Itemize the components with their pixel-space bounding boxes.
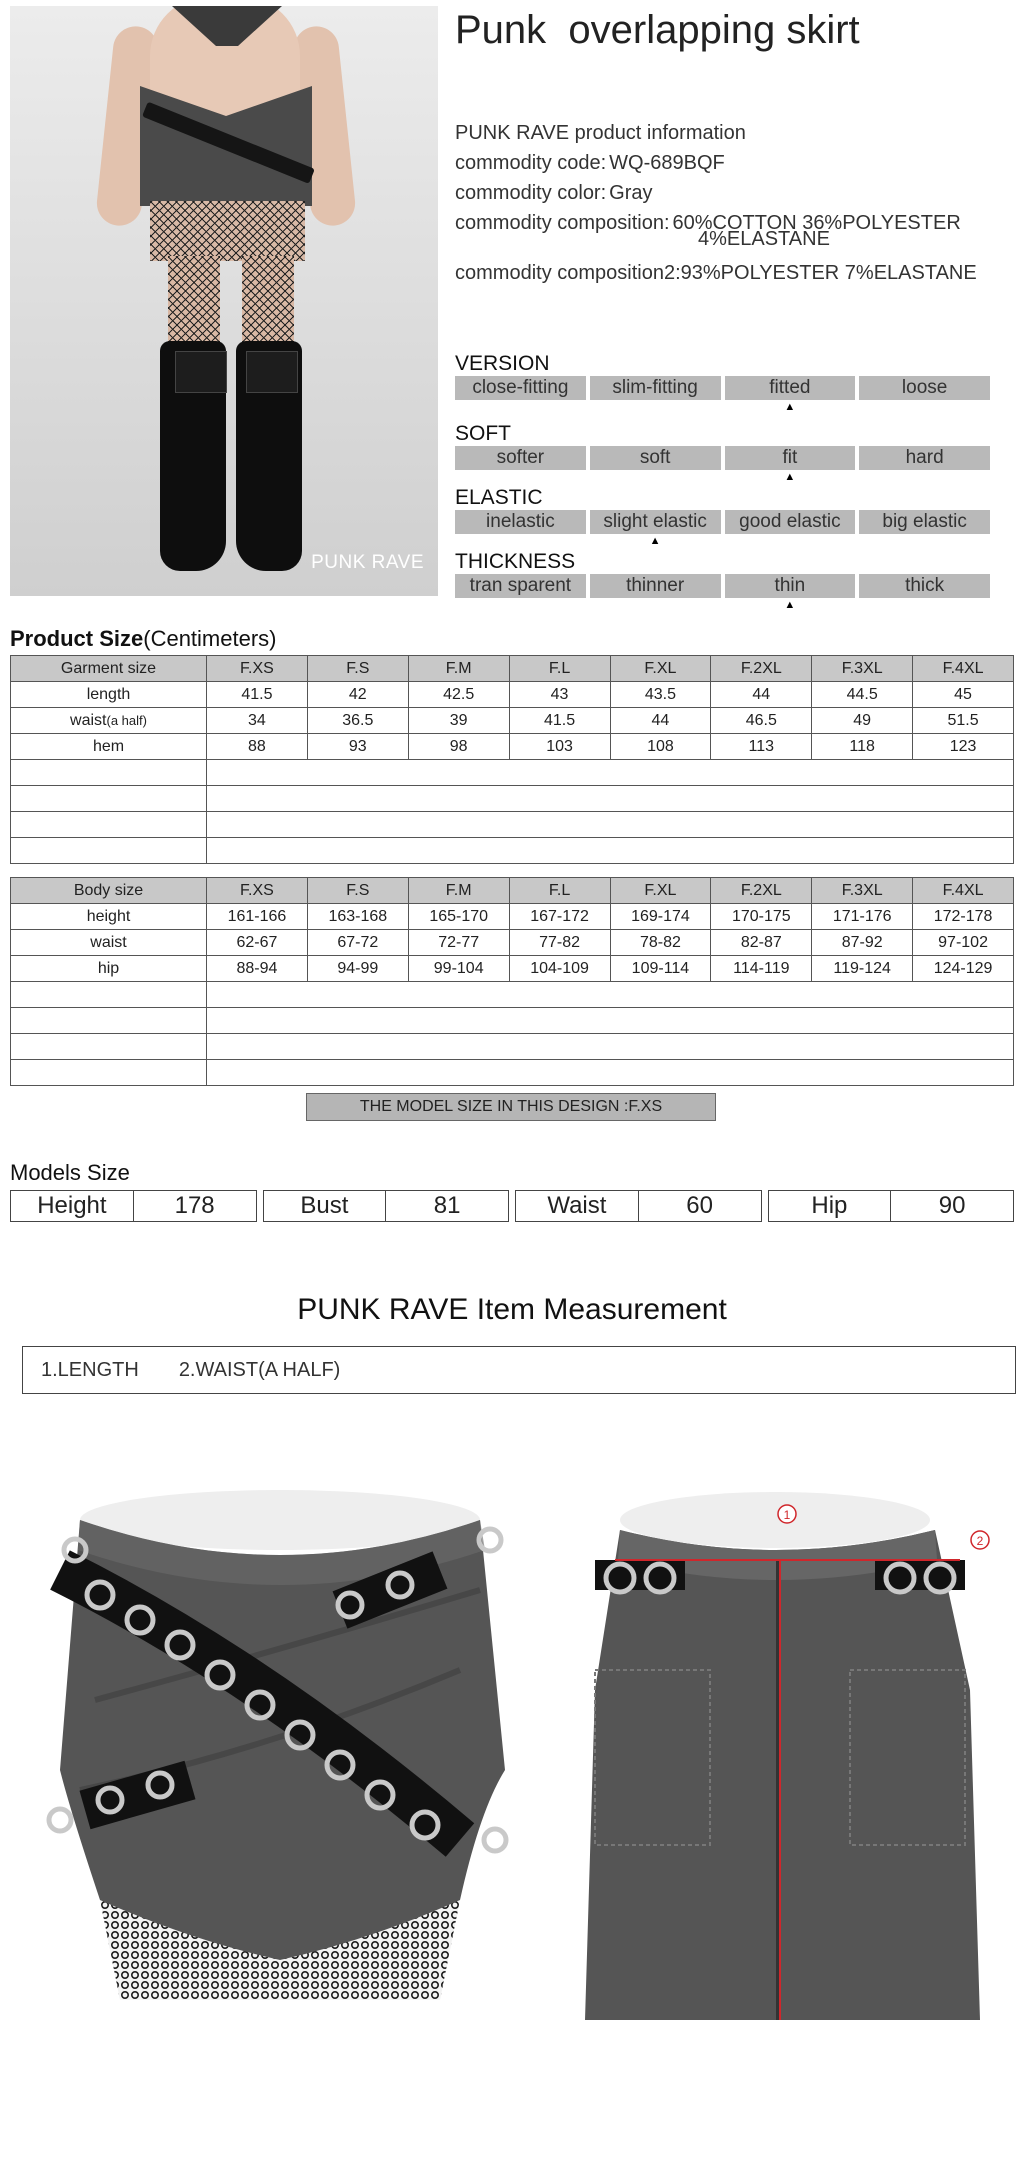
empty-row (11, 1060, 1014, 1086)
table-header-label: Garment size (11, 656, 207, 682)
table-cell: 165-170 (408, 904, 509, 930)
skirt-front-illustration (40, 1480, 520, 2030)
scale-name: THICKNESS (455, 550, 576, 573)
scale-thickness (455, 550, 990, 612)
size-column-header: F.S (307, 656, 408, 682)
table-row (11, 682, 1014, 708)
table-cell: 94-99 (307, 956, 408, 982)
table-cell: 41.5 (509, 708, 610, 734)
table-cell: 171-176 (812, 904, 913, 930)
marker-slot (455, 534, 586, 548)
empty-row (11, 1008, 1014, 1034)
table-cell: 45 (913, 682, 1014, 708)
selected-marker-icon: ▲ (784, 401, 796, 413)
empty-cell (207, 1034, 1014, 1060)
empty-cell (11, 786, 207, 812)
model-measure-value: 60 (686, 1192, 713, 1219)
size-column-header: F.M (408, 878, 509, 904)
info-composition2-row (455, 258, 977, 288)
selected-marker-icon: ▲ (784, 599, 796, 611)
table-cell: 39 (408, 708, 509, 734)
size-column-header: F.2XL (711, 656, 812, 682)
scale-option: slim-fitting (590, 376, 721, 400)
info-code-row (455, 148, 977, 178)
table-header-label: Body size (11, 878, 207, 904)
model-photo (10, 6, 438, 596)
scale-option: loose (859, 376, 990, 400)
table-header-row (11, 656, 1014, 682)
table-row (11, 930, 1014, 956)
composition-value: 60%COTTON 36%POLYESTER (672, 212, 961, 234)
table-cell: 167-172 (509, 904, 610, 930)
model-measure-hip (768, 1190, 1015, 1222)
scale-option: inelastic (455, 510, 586, 534)
table-cell: 114-119 (711, 956, 812, 982)
table-cell: 49 (812, 708, 913, 734)
empty-cell (207, 838, 1014, 864)
table-cell: 108 (610, 734, 711, 760)
code-label: commodity code: (455, 152, 607, 174)
empty-row (11, 786, 1014, 812)
brand-watermark: PUNK RAVE (311, 552, 424, 573)
scale-bar (455, 446, 990, 470)
table-cell: 119-124 (812, 956, 913, 982)
model-measure-value: 81 (433, 1192, 461, 1219)
size-column-header: F.4XL (913, 656, 1014, 682)
table-cell: 161-166 (207, 904, 308, 930)
model-measure-bust (263, 1190, 510, 1222)
scale-option: hard (859, 446, 990, 470)
models-size-row (10, 1190, 1014, 1222)
empty-cell (11, 812, 207, 838)
marker-slot (859, 598, 990, 612)
info-heading: PUNK RAVE product information (455, 122, 746, 144)
empty-row (11, 838, 1014, 864)
table-cell: 88 (207, 734, 308, 760)
table-cell: 34 (207, 708, 308, 734)
scale-option: fitted (725, 376, 856, 400)
row-label-text: hem (92, 737, 125, 755)
body-size-table (10, 877, 1014, 1086)
model-measure-value: 178 (174, 1192, 215, 1219)
scale-version (455, 352, 990, 414)
marker-slot (859, 470, 990, 484)
measure-marker-1-label: 1 (783, 1508, 791, 1522)
row-label-text: waist (70, 711, 107, 729)
measure-marker-2-label: 2 (976, 1534, 984, 1548)
table-cell: 44 (711, 682, 812, 708)
row-label (11, 734, 207, 760)
row-label-text: hip (97, 959, 120, 977)
empty-cell (207, 812, 1014, 838)
scale-option: softer (455, 446, 586, 470)
model-measure-label: Hip (769, 1191, 892, 1221)
size-column-header: F.M (408, 656, 509, 682)
size-column-header: F.XL (610, 878, 711, 904)
empty-cell (207, 760, 1014, 786)
scale-bar (455, 376, 990, 400)
empty-cell (207, 1060, 1014, 1086)
scale-name: SOFT (455, 422, 511, 445)
color-value: Gray (609, 182, 653, 204)
scale-option: close-fitting (455, 376, 586, 400)
table-cell: 93 (307, 734, 408, 760)
table-row (11, 904, 1014, 930)
empty-cell (11, 982, 207, 1008)
table-cell: 42 (307, 682, 408, 708)
table-cell: 97-102 (913, 930, 1014, 956)
table-row (11, 956, 1014, 982)
empty-row (11, 982, 1014, 1008)
measurement-legend (22, 1346, 1016, 1394)
table-cell: 46.5 (711, 708, 812, 734)
size-column-header: F.XS (207, 656, 308, 682)
table-cell: 44.5 (812, 682, 913, 708)
table-cell: 113 (711, 734, 812, 760)
scale-option: thinner (590, 574, 721, 598)
empty-cell (207, 982, 1014, 1008)
empty-row (11, 760, 1014, 786)
model-measure-label: Bust (264, 1191, 387, 1221)
marker-slot (590, 598, 721, 612)
row-label-note: (a half) (106, 712, 147, 728)
size-column-header: F.XS (207, 878, 308, 904)
marker-slot (859, 400, 990, 414)
scale-marker-row (455, 598, 990, 612)
row-label (11, 930, 207, 956)
model-measure-value: 90 (938, 1192, 966, 1219)
marker-slot (725, 534, 856, 548)
size-column-header: F.3XL (812, 656, 913, 682)
table-cell: 78-82 (610, 930, 711, 956)
info-color-row (455, 178, 977, 208)
scale-marker-row (455, 534, 990, 548)
size-column-header: F.S (307, 878, 408, 904)
composition2-label: commodity composition2: (455, 262, 681, 284)
garment-size-table (10, 655, 1014, 864)
marker-slot (859, 534, 990, 548)
table-cell: 163-168 (307, 904, 408, 930)
table-cell: 169-174 (610, 904, 711, 930)
model-fishnet-underlayer (150, 201, 305, 261)
scale-name: VERSION (455, 352, 550, 375)
table-cell: 67-72 (307, 930, 408, 956)
table-cell: 172-178 (913, 904, 1014, 930)
measurement-item-waist: 2.WAIST(A HALF) (178, 1358, 341, 1381)
table-cell: 82-87 (711, 930, 812, 956)
info-composition-row (455, 208, 977, 258)
measurement-item-length: 1.LENGTH (41, 1358, 139, 1381)
model-measure-waist (515, 1190, 762, 1222)
table-header-row (11, 878, 1014, 904)
table-cell: 77-82 (509, 930, 610, 956)
table-cell: 118 (812, 734, 913, 760)
row-label-text: length (86, 685, 131, 703)
table-cell: 42.5 (408, 682, 509, 708)
empty-row (11, 812, 1014, 838)
size-column-header: F.L (509, 656, 610, 682)
table-cell: 72-77 (408, 930, 509, 956)
product-size-title-unit: (Centimeters) (143, 626, 277, 651)
empty-cell (11, 1008, 207, 1034)
table-cell: 36.5 (307, 708, 408, 734)
product-size-title-bold: Product Size (10, 626, 144, 651)
empty-row (11, 1034, 1014, 1060)
empty-cell (11, 1034, 207, 1060)
scale-option: tran sparent (455, 574, 586, 598)
code-value: WQ-689BQF (609, 152, 725, 174)
table-cell: 88-94 (207, 956, 308, 982)
scale-option: big elastic (859, 510, 990, 534)
table-cell: 98 (408, 734, 509, 760)
marker-slot (455, 470, 586, 484)
table-row (11, 734, 1014, 760)
size-column-header: F.4XL (913, 878, 1014, 904)
scale-option: thin (725, 574, 856, 598)
scale-marker-row (455, 400, 990, 414)
table-row (11, 708, 1014, 734)
empty-cell (207, 786, 1014, 812)
empty-cell (11, 838, 207, 864)
marker-slot (590, 400, 721, 414)
product-info (455, 118, 977, 288)
row-label (11, 682, 207, 708)
row-label (11, 708, 207, 734)
table-cell: 43.5 (610, 682, 711, 708)
scale-option: slight elastic (590, 510, 721, 534)
scale-marker-row (455, 470, 990, 484)
size-column-header: F.2XL (711, 878, 812, 904)
marker-slot (455, 598, 586, 612)
boot-pouch-right (246, 351, 298, 393)
selected-marker-icon: ▲ (649, 535, 661, 547)
skirt-back-illustration (575, 1480, 1015, 2040)
mannequin-waist-back (620, 1492, 930, 1548)
scale-option: good elastic (725, 510, 856, 534)
model-measure-label: Height (11, 1191, 134, 1221)
composition2-value: 93%POLYESTER 7%ELASTANE (680, 262, 977, 284)
scale-bar (455, 574, 990, 598)
empty-cell (11, 1060, 207, 1086)
size-column-header: F.XL (610, 656, 711, 682)
composition-label: commodity composition: (455, 212, 670, 234)
table-cell: 123 (913, 734, 1014, 760)
boot-pouch-left (175, 351, 227, 393)
scale-option: fit (725, 446, 856, 470)
scale-bar (455, 510, 990, 534)
product-title: Punk overlapping skirt (455, 8, 860, 52)
table-cell: 44 (610, 708, 711, 734)
model-size-note: THE MODEL SIZE IN THIS DESIGN :F.XS (306, 1093, 716, 1121)
measurement-title: PUNK RAVE Item Measurement (297, 1293, 727, 1326)
row-label-text: waist (90, 933, 127, 951)
table-cell: 99-104 (408, 956, 509, 982)
row-label-text: height (86, 907, 131, 925)
scale-soft (455, 422, 990, 484)
model-measure-label: Waist (516, 1191, 639, 1221)
composition-value-line2: 4%ELASTANE (698, 228, 830, 250)
table-cell: 103 (509, 734, 610, 760)
selected-marker-icon: ▲ (784, 471, 796, 483)
empty-cell (207, 1008, 1014, 1034)
table-cell: 43 (509, 682, 610, 708)
row-label (11, 904, 207, 930)
row-label (11, 956, 207, 982)
size-column-header: F.3XL (812, 878, 913, 904)
scale-name: ELASTIC (455, 486, 543, 509)
table-cell: 109-114 (610, 956, 711, 982)
scale-option: soft (590, 446, 721, 470)
scale-elastic (455, 486, 990, 548)
scale-option: thick (859, 574, 990, 598)
marker-slot (590, 470, 721, 484)
table-cell: 170-175 (711, 904, 812, 930)
marker-slot (455, 400, 586, 414)
table-cell: 62-67 (207, 930, 308, 956)
size-column-header: F.L (509, 878, 610, 904)
table-cell: 41.5 (207, 682, 308, 708)
table-cell: 124-129 (913, 956, 1014, 982)
models-size-title: Models Size (10, 1160, 130, 1185)
table-cell: 104-109 (509, 956, 610, 982)
table-cell: 51.5 (913, 708, 1014, 734)
skirt-back-body (585, 1530, 980, 2020)
empty-cell (11, 760, 207, 786)
table-cell: 87-92 (812, 930, 913, 956)
color-label: commodity color: (455, 182, 607, 204)
product-size-title (10, 626, 277, 652)
model-measure-height (10, 1190, 257, 1222)
